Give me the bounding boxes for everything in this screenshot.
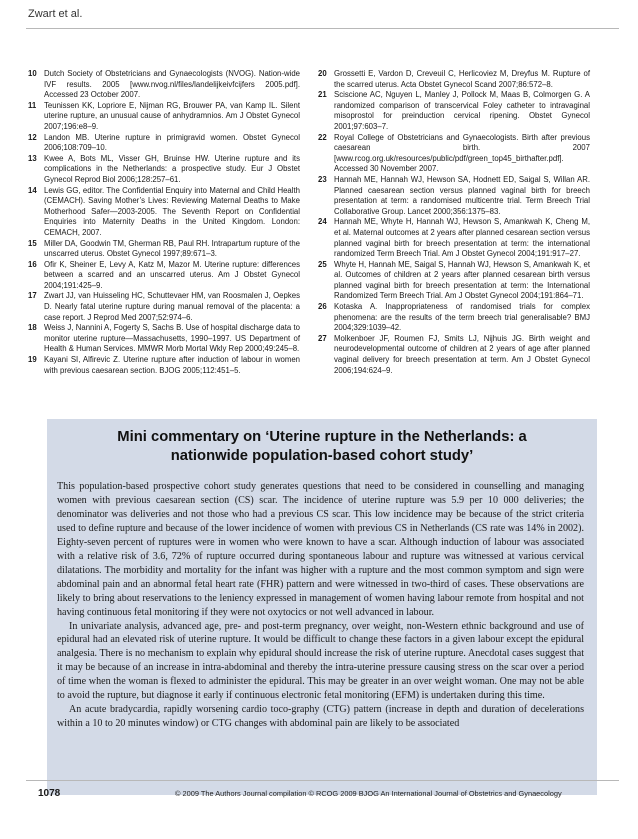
reference-number: 20 [318,69,327,78]
reference-item [28,260,300,292]
reference-item [318,90,590,132]
reference-number: 21 [318,90,327,100]
reference-number: 15 [28,238,37,248]
reference-text: Dutch Society of Obstetricians and Gynaecologists (NVOG). Nation-wide IVF results. 2005 [www.nvog.nl/files/landelijkeivfcijfers 2005.pdf]. Accessed 23 October 2007. [44,69,300,100]
reference-text: Miller DA, Goodwin TM, Gherman RB, Paul RH. Intrapartum rupture of the unscarred uterus. Obstet Gynecol 1997;89:671–3. [44,238,300,259]
mini-commentary-box [47,419,597,795]
reference-number: 12 [28,132,37,142]
reference-number: 24 [318,217,327,227]
reference-text: Hannah ME, Hannah WJ, Hewson SA, Hodnett ED, Saigal S, Willan AR. Planned caesarean section versus planned vaginal birth for breech presentation at term: a randomised multicentre trial. Term Breech Trial Collaborative Group. Lancet 2000;356:1375–83. [334,174,590,216]
references-right-column [318,69,590,376]
reference-text: Landon MB. Uterine rupture in primigravid women. Obstet Gynecol 2006;108:709–10. [44,132,300,153]
reference-item [28,101,300,133]
header-divider [26,28,619,29]
reference-number: 25 [318,259,327,269]
reference-item [318,260,590,302]
footer-divider [26,780,619,781]
reference-item [318,133,590,175]
reference-item [318,69,590,90]
reference-item [318,334,590,376]
reference-text: Hannah ME, Whyte H, Hannah WJ, Hewson S, Amankwah K, Cheng M, et al. Maternal outcomes at 2 years after planned cesarean section versus planned vaginal birth for breech presentation at term: the international randomized Term Breech Trial. Am J Obstet Gynecol 2004;191:917–27. [334,217,590,259]
reference-text: Kotaska A. Inappropriateness of randomised trials for complex phenomena: are the results of the term breech trial generalisable? BMJ 2004;329:1039–42. [334,302,590,333]
reference-text: Royal College of Obstetricians and Gynaecologists. Birth after previous caesarean birth. 2007 [www.rcog.org.uk/resources/public/pdf/green_top45_birthafter.pdf]. Accessed 30 November 2007. [334,132,590,174]
reference-item [318,302,590,334]
reference-item [28,291,300,323]
reference-text: Molkenboer JF, Roumen FJ, Smits LJ, Nijhuis JG. Birth weight and neurodevelopmental outcome of children at 2 years of age after planned vaginal delivery for breech presentation at term. Am J Obstet Gynecol 2006;194:624–9. [334,333,590,375]
reference-item [28,355,300,376]
reference-text: Sciscione AC, Nguyen L, Manley J, Pollock M, Maas B, Colmorgen G. A randomized comparison of transcervical Foley catheter to intravaginal misoprostol for preinduction cervical ripening. Obstet Gynecol 2001;97:603–7. [334,90,590,131]
reference-text: Grossetti E, Vardon D, Creveuil C, Herlicoviez M, Dreyfus M. Rupture of the scarred uterus. Acta Obstet Gynecol Scand 2007;86:572–8. [334,69,590,89]
reference-item [28,186,300,239]
reference-text: Kayani SI, Alfirevic Z. Uterine rupture after induction of labour in women with previous caesarean section. BJOG 2005;112:451–5. [44,355,300,375]
references-left-column [28,69,300,376]
reference-item [28,133,300,154]
reference-number: 13 [28,153,37,163]
reference-number: 11 [28,100,37,110]
reference-number: 22 [318,132,327,142]
running-header-author: Zwart et al. [28,8,83,20]
reference-text: Whyte H, Hannah ME, Saigal S, Hannah WJ, Hewson S, Amankwah K, et al. Outcomes of children at 2 years after planned cesarean birth versus planned vaginal birth for breech presentation at term: the International Randomized Term Breech Trial. Am J Obstet Gynecol 2004;191:864–71. [334,259,590,301]
reference-item [28,154,300,186]
reference-item [318,175,590,217]
reference-number: 10 [28,69,37,78]
mini-commentary-body [57,480,584,731]
footer-copyright: © 2009 The Authors Journal compilation © RCOG 2009 BJOG An International Journal of Obstetrics and Gynaecology [175,789,562,798]
reference-text: Ofir K, Sheiner E, Levy A, Katz M, Mazor M. Uterine rupture: differences between a scarred and an unscarred uterus. Am J Obstet Gynecol 2004;191:425–9. [44,259,300,290]
reference-item [28,239,300,260]
commentary-paragraph: An acute bradycardia, rapidly worsening cardio toco-graphy (CTG) pattern (increase in depth and duration of decelerations within a 10 to 20 minutes window) or CTG changes with abdominal pain are likely to be associated [57,704,584,730]
reference-number: 27 [318,333,327,343]
reference-text: Kwee A, Bots ML, Visser GH, Bruinse HW. Uterine rupture and its complications in the Netherlands: a prospective study. Eur J Obstet Gynecol Reprod Biol 2006;128:257–61. [44,153,300,184]
reference-text: Lewis GG, editor. The Confidential Enquiry into Maternal and Child Health (CEMACH). Saving Mother’s Lives: Reviewing Maternal Deaths to Make Motherhood Safer—2003-2005. The Seventh Report on Confidential Enquiries into Maternity Deaths in the United Kingdom. London: CEMACH, 2007. [44,185,300,237]
reference-item [318,217,590,259]
page-number: 1078 [38,788,61,799]
reference-text: Zwart JJ, van Huisseling HC, Schuttevaer HM, van Roosmalen J, Oepkes D. Nearly fatal uterine rupture during manual removal of the placenta: a case report. J Reprod Med 2007;52:974–6. [44,291,300,322]
mini-commentary-title: Mini commentary on ‘Uterine rupture in the Netherlands: a nationwide population-based cohort study’ [117,429,527,464]
commentary-paragraph: This population-based prospective cohort study generates questions that need to be considered in counselling and managing women with previous caesarean section (CS) scar. The incidence of uterine rupture was 5.9 per 10 000 deliveries; the denominator was deliveries and not those who had a previous CS scar. This low incidence may be because of the strict criteria used to define rupture and because of the lower incidence of women with previous CS in Netherlands (CS rate was 14% in 2002). Eighty-seven percent of ruptures were in women who were known to have a scar. Although induction of labour was associated with a relative risk of 3.6, 72% of rupture occurred during spontaneous labour and rupture was witnessed at various cervical dilatations. The morbidity and mortality for the infant was higher with a rupture and the most common symptom and sign were abdominal pain and an abnormal fetal heart rate (FHR) pattern and were witnessed in two-third of cases. These observations are likely to bring about reservations to the leniency expressed in management of women having labour remote from hospital and not having continuous fetal monitoring if they were not oxytocics or not well advanced in labour. [57,481,584,618]
reference-text: Teunissen KK, Lopriore E, Nijman RG, Brouwer PA, van Kamp IL. Silent uterine rupture, an unusual cause of anhydramnios. Am J Obstet Gynecol 2007;196:e8–9. [44,100,300,131]
reference-number: 23 [318,174,327,184]
reference-number: 19 [28,355,37,365]
commentary-paragraph: In univariate analysis, advanced age, pre- and post-term pregnancy, over weight, non-Western ethnic background and use of epidural had an elevated risk of uterine rupture. It would be difficult to change these factors in a given labour except the epidural analgesia. There is no mechanism to explain why epidural should increase the risk of uterine rupture. Anecdotal cases suggest that it may be because of an increase in intra-abdominal and thereby the intra-uterine pressure causing stress on the scar over a period of time when the woman is flexed to administer the epidural. This may be greater in an over weight woman. One may not be able to avoid the rupture, but diagnose it early if continuous electronic fetal monitoring (EFM) is undertaken during this time. [57,620,584,702]
reference-text: Weiss J, Nannini A, Fogerty S, Sachs B. Use of hospital discharge data to monitor uterine rupture—Massachusetts, 1990–1997. US Department of Health & Human Services. MMWR Morb Mortal Wkly Rep 2000;49:245–8. [44,323,300,354]
reference-number: 17 [28,291,37,301]
reference-item [28,323,300,355]
reference-number: 18 [28,323,37,333]
reference-number: 14 [28,185,37,195]
reference-item [28,69,300,101]
reference-number: 16 [28,259,37,269]
reference-number: 26 [318,302,327,312]
